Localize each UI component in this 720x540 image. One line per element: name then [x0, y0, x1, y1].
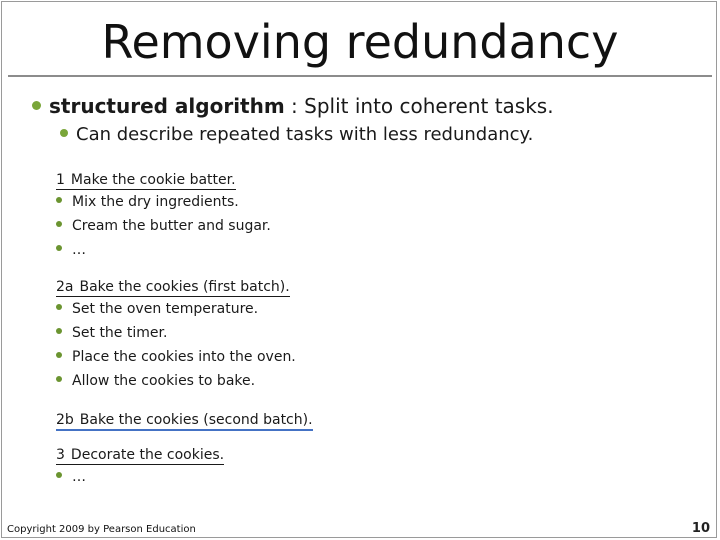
section-heading [56, 171, 236, 190]
section-heading [56, 278, 290, 297]
list-item: Set the timer. [56, 321, 296, 345]
list-item: Set the oven temperature. [56, 297, 296, 321]
copyright-notice: Copyright 2009 by Pearson Education [7, 524, 196, 535]
sub-bullet [60, 124, 533, 146]
bullet-dot-icon [56, 376, 62, 382]
section-2b [56, 409, 313, 431]
bullet-dot-icon [56, 472, 62, 478]
list-item: Place the cookies into the oven. [56, 345, 296, 369]
section-number: 1 [56, 172, 65, 188]
list-item: Mix the dry ingredients. [56, 190, 271, 214]
bullet-dot-icon [56, 328, 62, 334]
list-item: … [56, 465, 224, 489]
bullet-dot-icon [56, 352, 62, 358]
bullet-dot-icon [56, 197, 62, 203]
section-heading-text: Bake the cookies (first batch). [79, 279, 290, 295]
title-divider [8, 75, 712, 77]
bullet-dot-icon [56, 221, 62, 227]
section-heading-text: Bake the cookies (second batch). [79, 412, 313, 428]
sub-bullet-text: Can describe repeated tasks with less redundancy. [76, 124, 534, 145]
section-1 [56, 169, 271, 262]
main-bullet [32, 94, 554, 118]
section-heading [56, 446, 224, 465]
list-item: … [56, 238, 271, 262]
page-number: 10 [691, 521, 710, 536]
section-number: 2b [56, 412, 74, 428]
section-3 [56, 444, 224, 489]
list-item: Cream the butter and sugar. [56, 214, 271, 238]
bullet-dot-icon [32, 101, 41, 110]
section-heading [56, 411, 313, 431]
main-bullet-text: : Split into coherent tasks. [284, 94, 554, 118]
section-steps [56, 190, 271, 262]
list-item: Allow the cookies to bake. [56, 369, 296, 393]
bullet-dot-icon [56, 245, 62, 251]
main-bullet-term: structured algorithm [49, 94, 285, 118]
section-steps [56, 465, 224, 489]
section-number: 2a [56, 279, 74, 295]
slide-title: Removing redundancy [101, 15, 619, 69]
bullet-dot-icon [60, 129, 68, 137]
section-2a [56, 276, 296, 393]
section-number: 3 [56, 447, 65, 463]
bullet-dot-icon [56, 304, 62, 310]
section-steps [56, 297, 296, 393]
section-heading-text: Decorate the cookies. [70, 447, 225, 463]
section-heading-text: Make the cookie batter. [70, 172, 236, 188]
